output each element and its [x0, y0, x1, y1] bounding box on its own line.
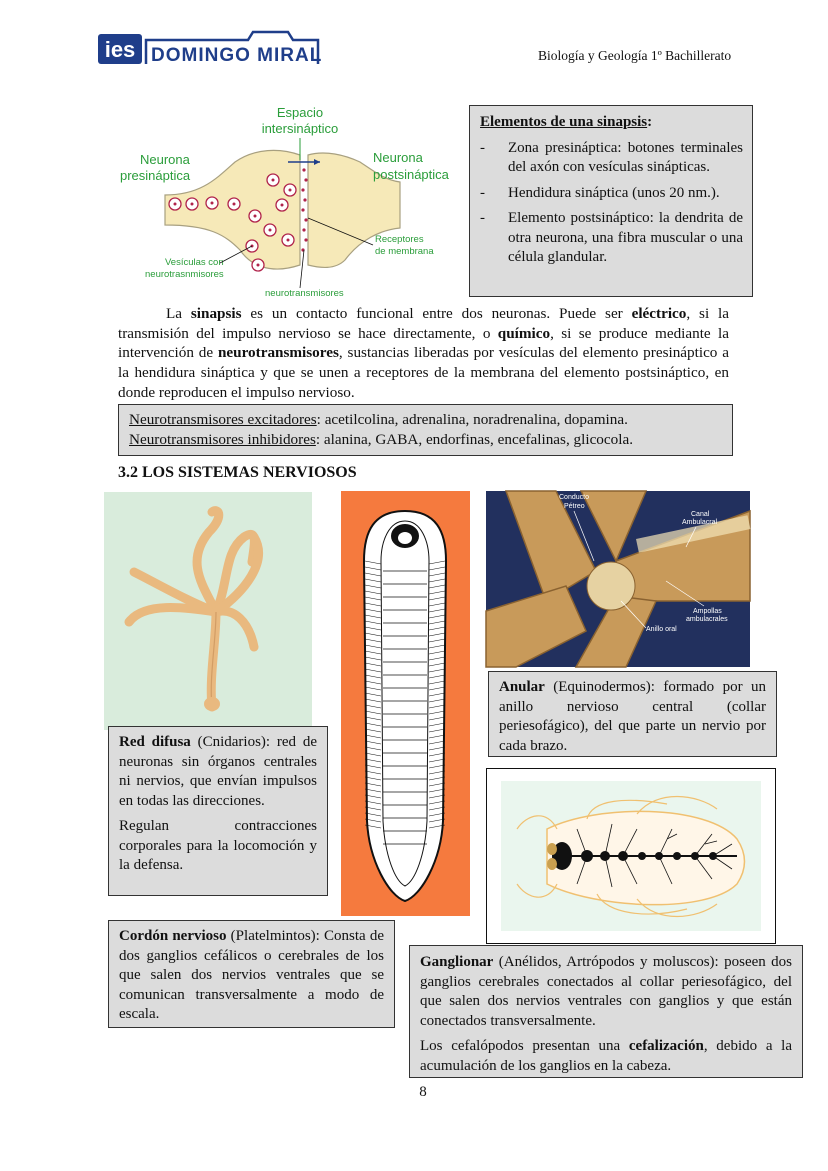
anular-box: Anular (Equinodermos): formado por un anillo nervioso central (collar periesofágico), del que parte un nervio por cada brazo. — [488, 671, 777, 757]
label-conducto-2: Pétreo — [564, 503, 585, 510]
label-ampollas-2: ambulacrales — [686, 616, 728, 623]
label-receptors-1: Receptores — [375, 234, 424, 245]
synapse-elements-box — [469, 105, 753, 297]
label-cleft-1: Espacio — [276, 105, 324, 120]
label-vesicles-1: Vesículas con — [165, 257, 224, 268]
neurotransmitters-box — [118, 404, 733, 456]
elements-title: Elementos de una sinapsis: — [480, 114, 653, 130]
list-item: - Zona presináptica: botones terminales del axón con vesículas sinápticas. — [480, 139, 743, 175]
label-pre-2: presináptica — [120, 168, 191, 183]
excitatory-line: Neurotransmisores excitadores: acetilcolina, adrenalina, noradrenalina, dopamina. — [129, 411, 628, 428]
label-pre-1: Neurona — [140, 152, 190, 167]
logo-name-text: DOMINGO MIRAL — [151, 45, 323, 66]
label-post-1: Neurona — [373, 150, 423, 165]
starfish-image — [486, 491, 750, 667]
list-item: - Elemento postsináptico: la dendrita de otra neurona, una fibra muscular o una célula glandular. — [480, 210, 743, 265]
page-number: 8 — [419, 1084, 427, 1100]
label-neurotransmitters: neurotransmisores — [265, 288, 344, 299]
label-conducto-1: Conducto — [559, 494, 589, 501]
logo-ies-text: ies — [104, 37, 136, 62]
insect-nervous-system-image — [486, 768, 776, 944]
synapse-diagram — [120, 100, 460, 300]
label-canal-2: Ambulacral — [682, 519, 718, 526]
red-difusa-text: Red difusa (Cnidarios): red de neuronas sin órganos centrales ni nervios, que envían impulsos en todas las direcciones. — [119, 734, 317, 809]
section-heading: 3.2 LOS SISTEMAS NERVIOSOS — [118, 464, 357, 481]
ganglionar-text-2: Los cefalópodos presentan una cefalización, debido a la acumulación de los ganglios en la cabeza. — [420, 1038, 792, 1074]
label-vesicles-2: neurotrasnmisores — [145, 269, 224, 280]
list-item: - Hendidura sináptica (unos 20 nm.). — [480, 184, 720, 201]
red-difusa-box — [108, 726, 328, 896]
flatworm-image — [341, 491, 470, 916]
ganglionar-text: Ganglionar (Anélidos, Artrópodos y moluscos): poseen dos ganglios cerebrales conectados al collar periesofágico, del que salen dos nervios ventrales con ganglios y que están conectados transversalmente. — [420, 954, 792, 1029]
label-post-2: postsináptica — [373, 167, 449, 182]
school-logo — [98, 30, 323, 70]
subject-header: Biología y Geología 1º Bachillerato — [538, 48, 732, 63]
synapse-paragraph: La sinapsis es un contacto funcional entre dos neuronas. Puede ser eléctrico, si la transmisión del impulso nervioso se hace directamente, o químico, si se produce mediante la intervención de neurotransmisores, sustancias liberadas por vesículas del elemento presináptico a la hendidura sináptica y que se unen a receptores de la membrana del elemento postsináptico, en donde reproducen el impulso nervioso. — [118, 305, 729, 401]
label-ampollas-1: Ampollas — [693, 608, 722, 615]
label-receptors-2: de membrana — [375, 246, 434, 257]
ganglionar-box — [409, 945, 803, 1078]
cordon-nervioso-box: Cordón nervioso (Platelmintos): Consta de dos ganglios cefálicos o cerebrales de los que salen dos nervios ventrales que se comunican transversalmente a modo de escala. — [108, 920, 395, 1028]
red-difusa-text-2: Regulan contracciones corporales para la locomoción y la defensa. — [119, 818, 317, 873]
label-cleft-2: intersináptico — [261, 121, 339, 136]
inhibitory-line: Neurotransmisores inhibidores: alanina, GABA, endorfinas, encefalinas, glicocola. — [129, 431, 633, 448]
label-anillo: Anillo oral — [646, 626, 677, 633]
label-canal-1: Canal — [691, 511, 710, 518]
hydra-image — [104, 492, 312, 730]
